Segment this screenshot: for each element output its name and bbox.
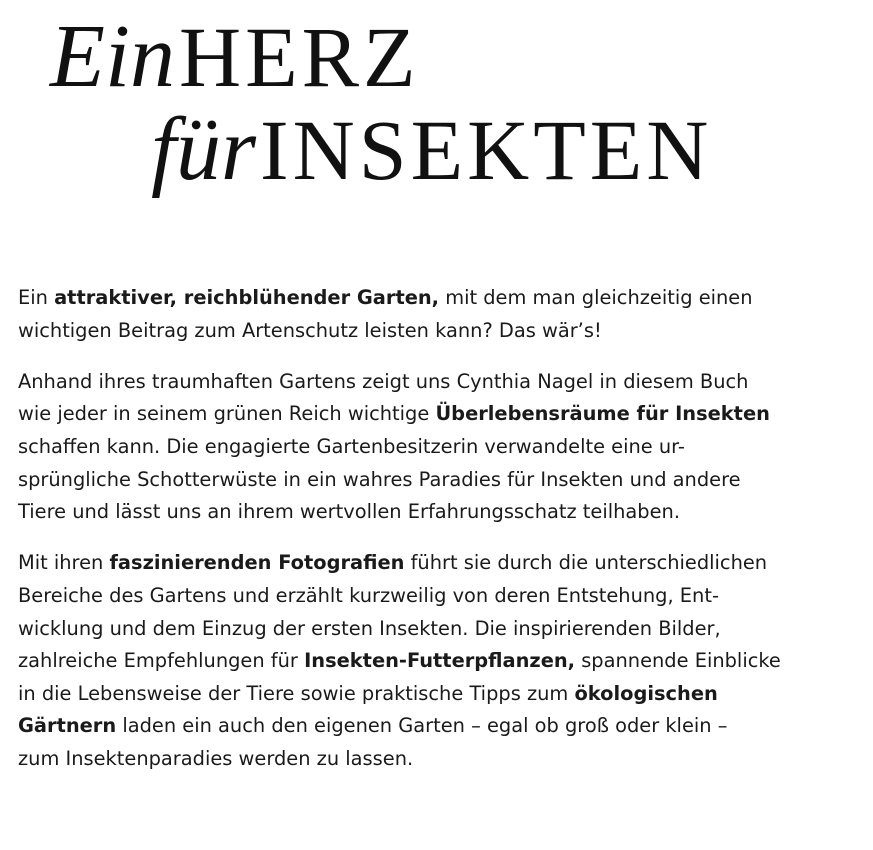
text-segment: zum Insektenparadies werden zu lassen. <box>18 746 414 770</box>
blurb-text <box>18 282 863 794</box>
text-segment: wie jeder in seinem grünen Reich wichtige <box>18 402 436 426</box>
text-line <box>18 580 863 613</box>
bold-phrase: Überlebensräume für Insekten <box>435 402 770 426</box>
paragraph <box>18 366 863 529</box>
text-line <box>18 743 863 776</box>
text-line <box>18 547 863 580</box>
text-line <box>18 710 863 743</box>
text-line <box>18 613 863 646</box>
text-segment: wichtigen Beitrag zum Artenschutz leisten kann? Das wär’s! <box>18 318 602 342</box>
text-segment: Ein <box>18 286 55 309</box>
text-line <box>18 398 863 431</box>
title-word-herz: HERZ <box>178 9 420 105</box>
text-line <box>18 464 863 497</box>
title-word-ein: Ein <box>50 7 175 106</box>
text-segment: Mit ihren <box>18 551 110 575</box>
book-title <box>0 0 873 250</box>
text-line <box>18 366 863 399</box>
text-segment: wicklung und dem Einzug der ersten Insekten. Die inspirierenden Bilder, <box>18 616 721 640</box>
text-line <box>18 431 863 464</box>
text-segment: laden ein auch den eigenen Garten – egal ob groß oder klein – <box>116 714 728 738</box>
title-word-fuer: für <box>151 100 257 199</box>
bold-phrase: Insekten-Futterpflanzen, <box>304 649 576 673</box>
text-segment: Tiere und lässt uns an ihrem wertvollen Erfahrungsschatz teilhaben. <box>18 500 680 524</box>
text-segment: zahlreiche Empfehlungen für <box>18 649 305 673</box>
text-line <box>18 282 863 315</box>
text-segment: führt sie durch die unterschiedlichen <box>404 551 768 575</box>
text-segment: mit dem man gleichzeitig einen <box>439 286 753 309</box>
text-segment: spannende Einblicke <box>575 649 781 673</box>
bold-phrase: ökologischen <box>574 681 718 705</box>
text-segment: schaffen kann. Die engagierte Gartenbesitzerin verwandelte eine ur- <box>18 434 685 458</box>
text-segment: Anhand ihres traumhaften Gartens zeigt uns Cynthia Nagel in diesem Buch <box>18 369 749 393</box>
text-line <box>18 678 863 711</box>
text-line <box>18 496 863 529</box>
title-line-1 <box>50 7 420 106</box>
paragraph <box>18 547 863 775</box>
bold-phrase: faszinierenden Fotografien <box>109 551 405 575</box>
text-segment: sprüngliche Schotterwüste in ein wahres Paradies für Insekten und andere <box>18 467 741 491</box>
text-line <box>18 315 863 348</box>
title-line-2 <box>151 100 713 199</box>
text-line <box>18 645 863 678</box>
text-segment: in die Lebensweise der Tiere sowie praktische Tipps zum <box>18 681 575 705</box>
bold-phrase: attraktiver, reichblühender Garten, <box>54 286 440 309</box>
bold-phrase: Gärtnern <box>18 714 117 738</box>
title-word-insekten: INSEKTEN <box>260 102 713 198</box>
paragraph <box>18 282 863 347</box>
text-segment: Bereiche des Gartens und erzählt kurzweilig von deren Entstehung, Ent- <box>18 583 719 607</box>
